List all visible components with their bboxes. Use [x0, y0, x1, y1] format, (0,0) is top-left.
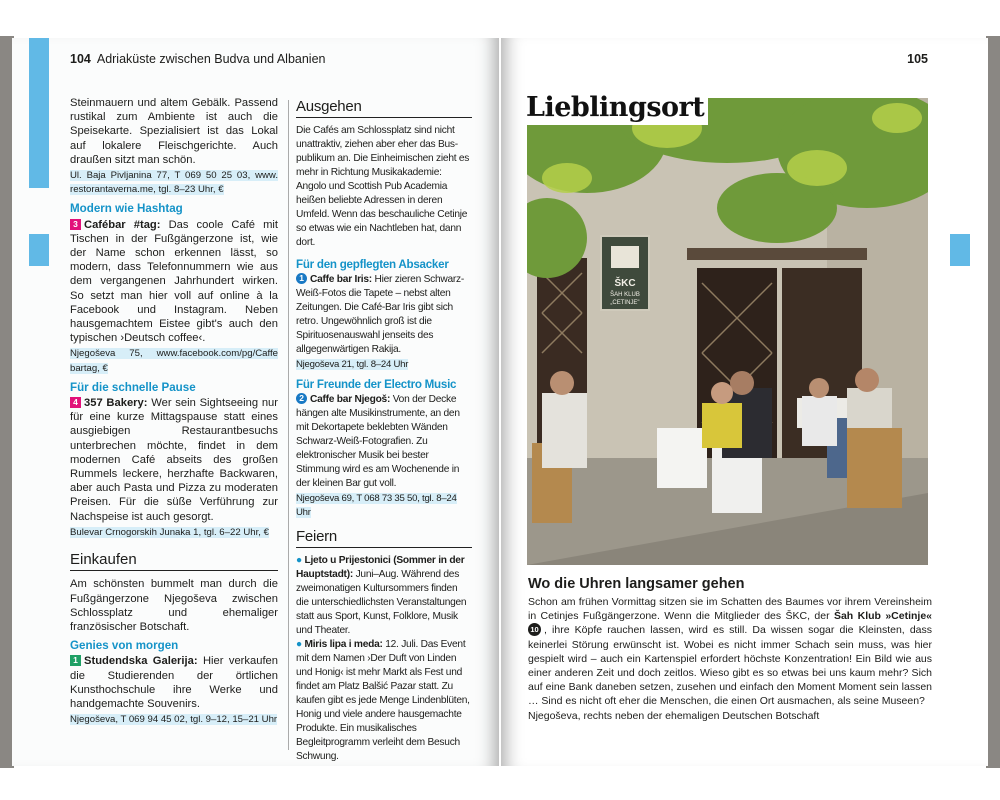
- entry-meta: Njegoševa 21, tgl. 8–24 Uhr: [296, 359, 409, 370]
- entry-cafebar-tag: [70, 218, 278, 346]
- running-head: [70, 52, 325, 66]
- right-page: [501, 38, 988, 766]
- column-1: [70, 96, 278, 732]
- running-head-title: Adriaküste zwischen Budva und Albanien: [96, 52, 326, 66]
- entry-name: Caffe bar Iris:: [310, 274, 372, 285]
- chapter-tab-right: [950, 234, 970, 266]
- sign-text-skc: ŠKC: [614, 278, 636, 289]
- entry-meta: Njegoševa 75, www.facebook.com/pg/Caffe bartag, €: [70, 348, 278, 374]
- marker-10: 10: [528, 623, 541, 636]
- section-feiern: Feiern: [296, 530, 472, 548]
- subheading-genies: Genies von morgen: [70, 639, 179, 653]
- event-name: Miris lipa i meda:: [304, 639, 383, 650]
- event-text: Juni–Aug. Während des zweimonatigen Kultursommers finden die unterschiedlichsten Veranstaltungen statt aus Sport, Kunst, Folklore, Musik und Theater.: [296, 569, 467, 636]
- caption-text-b: , ihre Köpfe rauchen lassen, wird es still. Da wissen sogar die Kleinsten, dass keinerlei Störung erwünscht ist. Wobei es nicht immer Schach sein muss, was hier gespielt wird – auch ein Kartenspiel erfordert höchste Konzentration! Ein Bild wie aus einer anderen Zeit und doch zeitlos. Wieso gibt es so etwas bei uns kaum mehr? Sich auf eine Bank daneben setzen, zusehen und einfach den Moment Moment sein lassen … Sind es nicht oft eher die Menschen, die einen Ort ausmachen, als seine Museen?: [528, 624, 932, 708]
- caption-address: Njegoševa, rechts neben der ehemaligen Deutschen Botschaft: [528, 709, 820, 722]
- book-edge-right: [986, 36, 1000, 768]
- entry-meta: Bulevar Crnogorskih Junaka 1, tgl. 6–22 Uhr, €: [70, 526, 269, 538]
- marker-3: 3: [70, 219, 81, 230]
- entry-caffe-iris: [296, 273, 472, 357]
- entry-text: Wer sein Sightseeing nur für eine kurze Mittagspause statt eines ausgiebigen Restaurantbesuchs unterbrechen möchte, findet in dem modernen Café abseits des großen Rummels leckere, herzhafte Backwaren, aber auch Pasta und Pizza zu moderaten Preisen. Für die süße Verführung zur Nachspeise ist auch gesorgt.: [70, 397, 278, 523]
- caption-text-a: Schon am frühen Vormittag sitzen sie im Schatten des Baumes vor ihrem Vereinsheim in Cetinjes Fußgängerzone. Wenn die Mitglieder des ŠKC, der: [528, 596, 932, 623]
- column-2: [296, 100, 472, 764]
- subheading-electro: Für Freunde der Electro Music: [296, 378, 457, 391]
- entry-text: Hier verkaufen die Studierenden der örtlichen Kunsthochschule ihre Werke und handgemachte Souvenirs.: [70, 655, 278, 710]
- entry-text: Von der Decke hängen alte Musikinstrumente, an den mit Dekortapete beklebten Wänden Schwarz-Weiß-Fotografien. Zu elektronischer Musik bei bester Stimmung wird es am Wochenende in der kleinen Bar gut voll.: [296, 394, 460, 489]
- ausgehen-text: Die Cafés am Schlossplatz sind nicht unattraktiv, ziehen aber eher das Buspublikum an. Die Einheimischen zieht es mehr in Richtung Musikakademie: Angolo und Scottish Pub Academia heißen beliebte Adressen in deren Umfeld. Wenn das beschauliche Cetinje so etwas wie ein Nachtleben hat, dann dort.: [296, 125, 470, 248]
- caption-bold: Šah Klub »Cetinje«: [833, 610, 932, 623]
- photo-illustration: [527, 98, 928, 565]
- sign-text-cetinje: „CETINJE": [610, 300, 640, 306]
- column-divider: [288, 100, 289, 750]
- caption-title: Wo die Uhren langsamer gehen: [528, 576, 745, 592]
- bullet-icon: ●: [296, 639, 305, 650]
- marker-1-blue: 1: [296, 273, 307, 284]
- entry-studendska: [70, 654, 278, 711]
- entry-meta: Njegoševa 69, T 068 73 35 50, tgl. 8–24 Uhr: [296, 493, 457, 518]
- entry-name: Studendska Galerija:: [84, 655, 198, 668]
- event-miris: [296, 638, 472, 764]
- subheading-hashtag: Modern wie Hashtag: [70, 202, 183, 216]
- intro-text: Steinmauern und altem Gebälk. Passend rustikal zum Ambiente ist auch die Speisekarte. Spezialisiert ist das Lokal auf lokalere Fleischgerichte. Auch draußen sitzt man schön.: [70, 97, 278, 166]
- section-ausgehen: Ausgehen: [296, 100, 472, 118]
- chapter-tab-mid: [29, 234, 49, 266]
- event-text: 12. Juli. Das Event mit dem Namen ›Der Duft von Linden und Honig‹ ist mehr Markt als Fest und findet am Platz Balšić Pazar statt. Zu kaufen gibt es jede Menge Lindenblüten, Honig und viele andere hausgemachte Produkte. Ein musikalisches Begleitprogramm verleiht dem Besuch Schwung.: [296, 639, 470, 762]
- photo-chess-club: [527, 98, 928, 565]
- subheading-pause: Für die schnelle Pause: [70, 380, 196, 394]
- shop-intro: Am schönsten bummelt man durch die Fußgängerzone Njegoševa zwischen Schlossplatz und ehemaliger französischer Botschaft.: [70, 578, 278, 633]
- marker-4: 4: [70, 397, 81, 408]
- page-number-right: 105: [907, 52, 928, 66]
- chapter-tab-top: [29, 38, 49, 188]
- entry-name: Caffe bar Njegoš:: [310, 394, 391, 405]
- entry-text: Hier zieren Schwarz-Weiß-Fotos die Tapete – nebst alten Zeitungen. Die Café-Bar Iris gibt sich retro. Ungewöhnlich groß ist die Spirituosenauswahl jenseits des allgegenwärtigen Rakija.: [296, 274, 465, 355]
- event-name: Ljeto u Prijestonici (Sommer in der Hauptstadt):: [296, 555, 465, 580]
- entry-meta: Njegoševa, T 069 94 45 02, tgl. 9–12, 15–21 Uhr: [70, 714, 278, 726]
- intro-meta: Ul. Baja Pivljanina 77, T 069 50 25 03, www. restorantaverna.me, tgl. 8–23 Uhr, €: [70, 170, 278, 196]
- entry-caffe-njegos: [296, 393, 472, 491]
- bullet-icon: ●: [296, 555, 305, 566]
- entry-name: Cafébar #tag:: [84, 218, 161, 231]
- open-book: [0, 28, 1000, 773]
- entry-text: Das coole Café mit Tischen in der Fußgängerzone ist, wie der Name schon erkennen lässt, so modern, dass Telefonnummern wie aus dem vergangenen Jahrhundert wirken. So setzt man hier voll auf online à la Facebook und Instagram. Neben hausgemachtem Eistee gibt's auch den typischen ›Deutsch coffee‹.: [70, 218, 279, 345]
- subheading-absacker: Für den gepflegten Absacker: [296, 258, 449, 271]
- left-page: [12, 38, 499, 766]
- marker-2-blue: 2: [296, 393, 307, 404]
- entry-357-bakery: [70, 396, 278, 524]
- page-number-left: 104: [70, 52, 91, 66]
- marker-1-green: 1: [70, 655, 81, 666]
- sign-text-klub: ŠAH KLUB: [610, 292, 640, 298]
- section-einkaufen: Einkaufen: [70, 553, 278, 571]
- entry-name: 357 Bakery:: [84, 397, 148, 410]
- lieblingsort-title: Lieblingsort: [526, 92, 708, 125]
- event-ljeto: [296, 554, 472, 638]
- caption-text: [528, 595, 932, 723]
